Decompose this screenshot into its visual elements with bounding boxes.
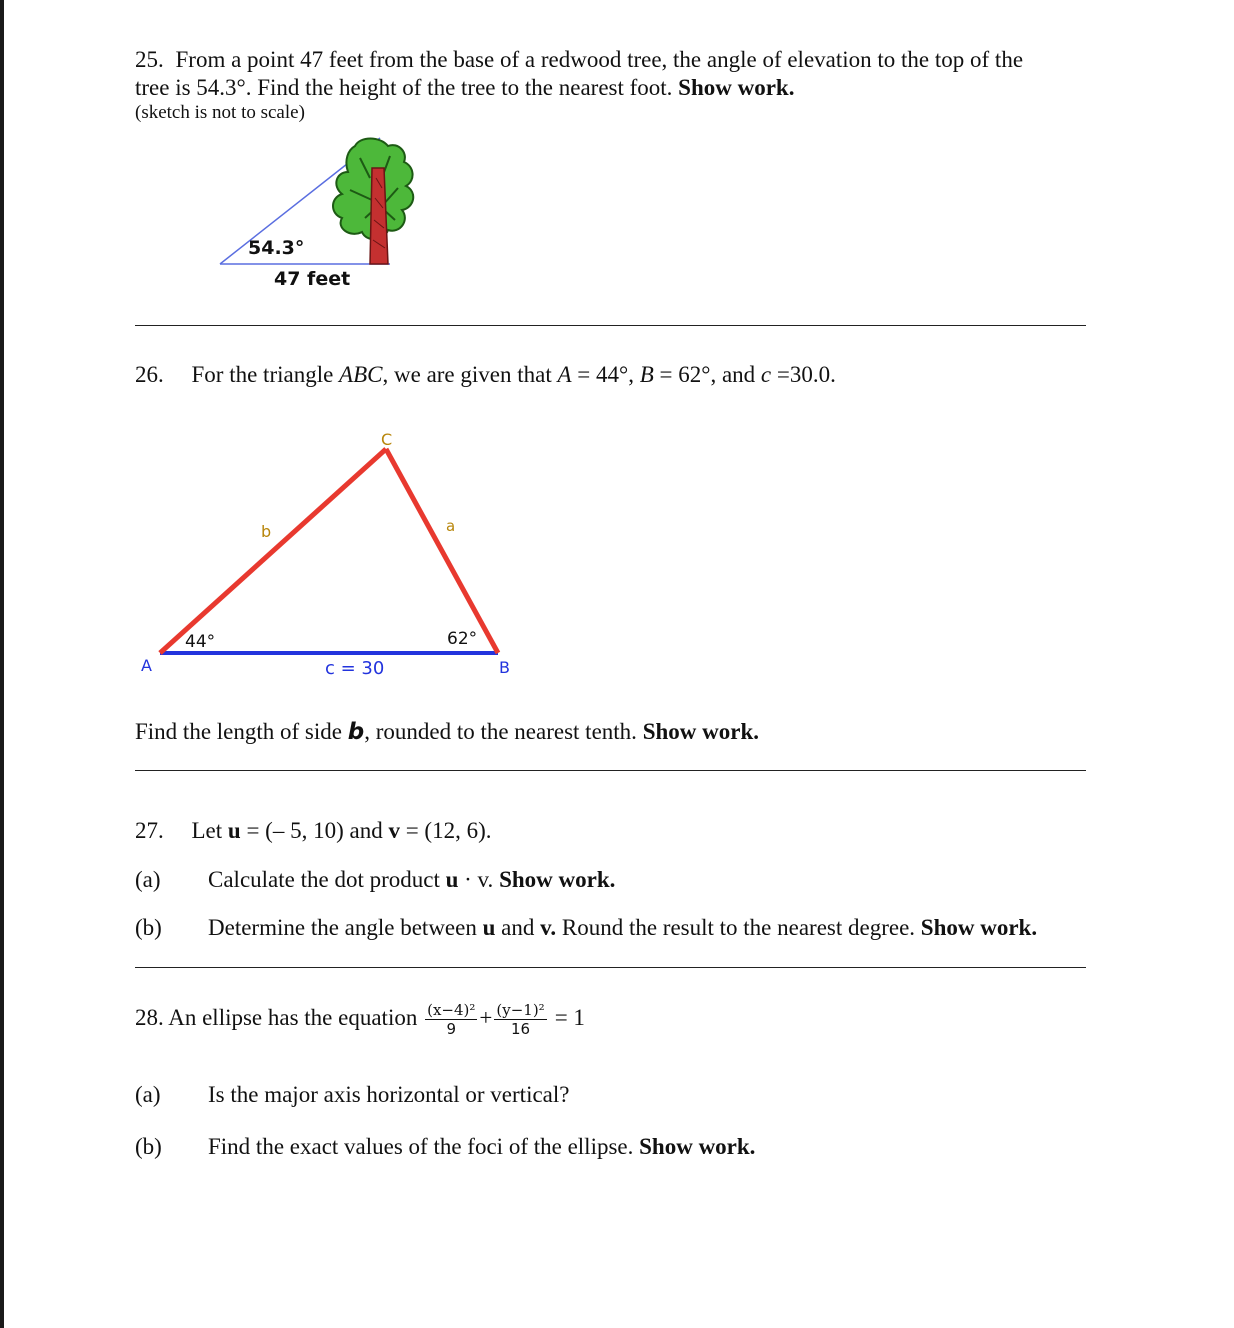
divider-3: [135, 967, 1086, 968]
q27a-label: (a): [135, 867, 161, 892]
q27b-show-work: Show work.: [920, 915, 1038, 940]
angle-a-label: 44°: [185, 632, 216, 652]
q25-tree-figure: [200, 128, 460, 298]
side-b-line: [160, 449, 386, 653]
q26-given: , we are given that: [382, 362, 558, 387]
side-a-line: [386, 449, 498, 653]
q27b-pre: Determine the angle between: [208, 915, 483, 940]
q26-c-val: =30.0.: [771, 362, 836, 387]
page-edge: [0, 0, 4, 1328]
q27b-label: (b): [135, 915, 162, 940]
q26-tri: ABC: [339, 362, 383, 387]
q25-show-work: Show work.: [678, 75, 795, 100]
q27-let: Let: [191, 818, 228, 843]
side-c-label: c = 30: [325, 658, 385, 679]
q28-den2: 16: [510, 1019, 531, 1038]
q28b-text: Find the exact values of the foci of the ellipse.: [208, 1134, 640, 1159]
q28-line: [135, 994, 585, 1042]
q27-v: v: [388, 818, 400, 843]
q27-number: 27.: [135, 818, 164, 843]
q28b-text-line: [208, 1133, 755, 1161]
q26-a-var: A: [557, 362, 572, 387]
q27-u: u: [227, 818, 241, 843]
q27-v-val: = (12, 6).: [399, 818, 492, 843]
divider-1: [135, 325, 1086, 326]
q27a-u: u: [445, 867, 459, 892]
q27-line: [135, 817, 492, 845]
q25-angle-label: 54.3°: [248, 237, 305, 259]
vertex-a-label: A: [141, 656, 152, 675]
q27b-u: u: [482, 915, 496, 940]
q28-num1: (x−4)²: [427, 1000, 476, 1019]
q26-task-post: , rounded to the nearest tenth.: [364, 719, 637, 744]
q25-distance-label: 47 feet: [274, 268, 351, 290]
q28b-show-work: Show work.: [639, 1134, 756, 1159]
q28-plus: +: [479, 1005, 493, 1030]
q25-text-line2: tree is 54.3°. Find the height of the tree to the nearest foot.: [135, 75, 673, 100]
vertex-c-label: C: [381, 430, 393, 449]
q25-line2: [135, 74, 794, 102]
q27b-and: and: [495, 915, 541, 940]
tree-icon: [333, 139, 413, 265]
q27a-text: [208, 866, 615, 894]
q25-text-line1: From a point 47 feet from the base of a redwood tree, the angle of elevation to the top of the: [175, 47, 1024, 72]
q26-task: [135, 718, 759, 746]
q25-sketch-note: (sketch is not to scale): [135, 102, 305, 123]
q28a-text: Is the major axis horizontal or vertical?: [208, 1082, 570, 1107]
divider-2: [135, 770, 1086, 771]
q27-u-val: = (– 5, 10) and: [240, 818, 389, 843]
q28-fraction-1: [425, 1002, 477, 1038]
q26-triangle-figure: [135, 425, 525, 685]
q27b-text: [208, 914, 1037, 942]
angle-b-label: 62°: [447, 629, 478, 649]
q28b-label: (b): [135, 1134, 162, 1159]
q28a-label: (a): [135, 1082, 161, 1107]
side-b-label: b: [261, 522, 272, 541]
q27a-show-work: Show work.: [499, 867, 616, 892]
q26-task-pre: Find the length of side: [135, 719, 348, 744]
q26-a-val: = 44°,: [571, 362, 640, 387]
q27a-mid: · v.: [458, 867, 500, 892]
q28-fraction-2: [494, 1002, 546, 1038]
q27a-pre: Calculate the dot product: [208, 867, 446, 892]
q26-intro: For the triangle: [191, 362, 340, 387]
q25-number: 25.: [135, 47, 164, 72]
q28-num2: (y−1)²: [496, 1000, 545, 1019]
q28-den1: 9: [446, 1019, 457, 1038]
q27b-post: Round the result to the nearest degree.: [556, 915, 921, 940]
q28-intro: 28. An ellipse has the equation: [135, 1005, 424, 1030]
q27b-v: v.: [540, 915, 557, 940]
q26-show-work: Show work.: [642, 719, 759, 744]
q26-task-var: b: [347, 719, 365, 745]
side-a-label: a: [446, 517, 456, 535]
q26-c-var: c: [760, 362, 772, 387]
vertex-b-label: B: [499, 658, 510, 677]
q26-number: 26.: [135, 362, 164, 387]
q25-line1: [135, 46, 1023, 74]
q26-line: [135, 361, 836, 389]
q26-b-var: B: [639, 362, 654, 387]
q26-b-val: = 62°, and: [653, 362, 761, 387]
q28-eq: = 1: [554, 1005, 585, 1030]
